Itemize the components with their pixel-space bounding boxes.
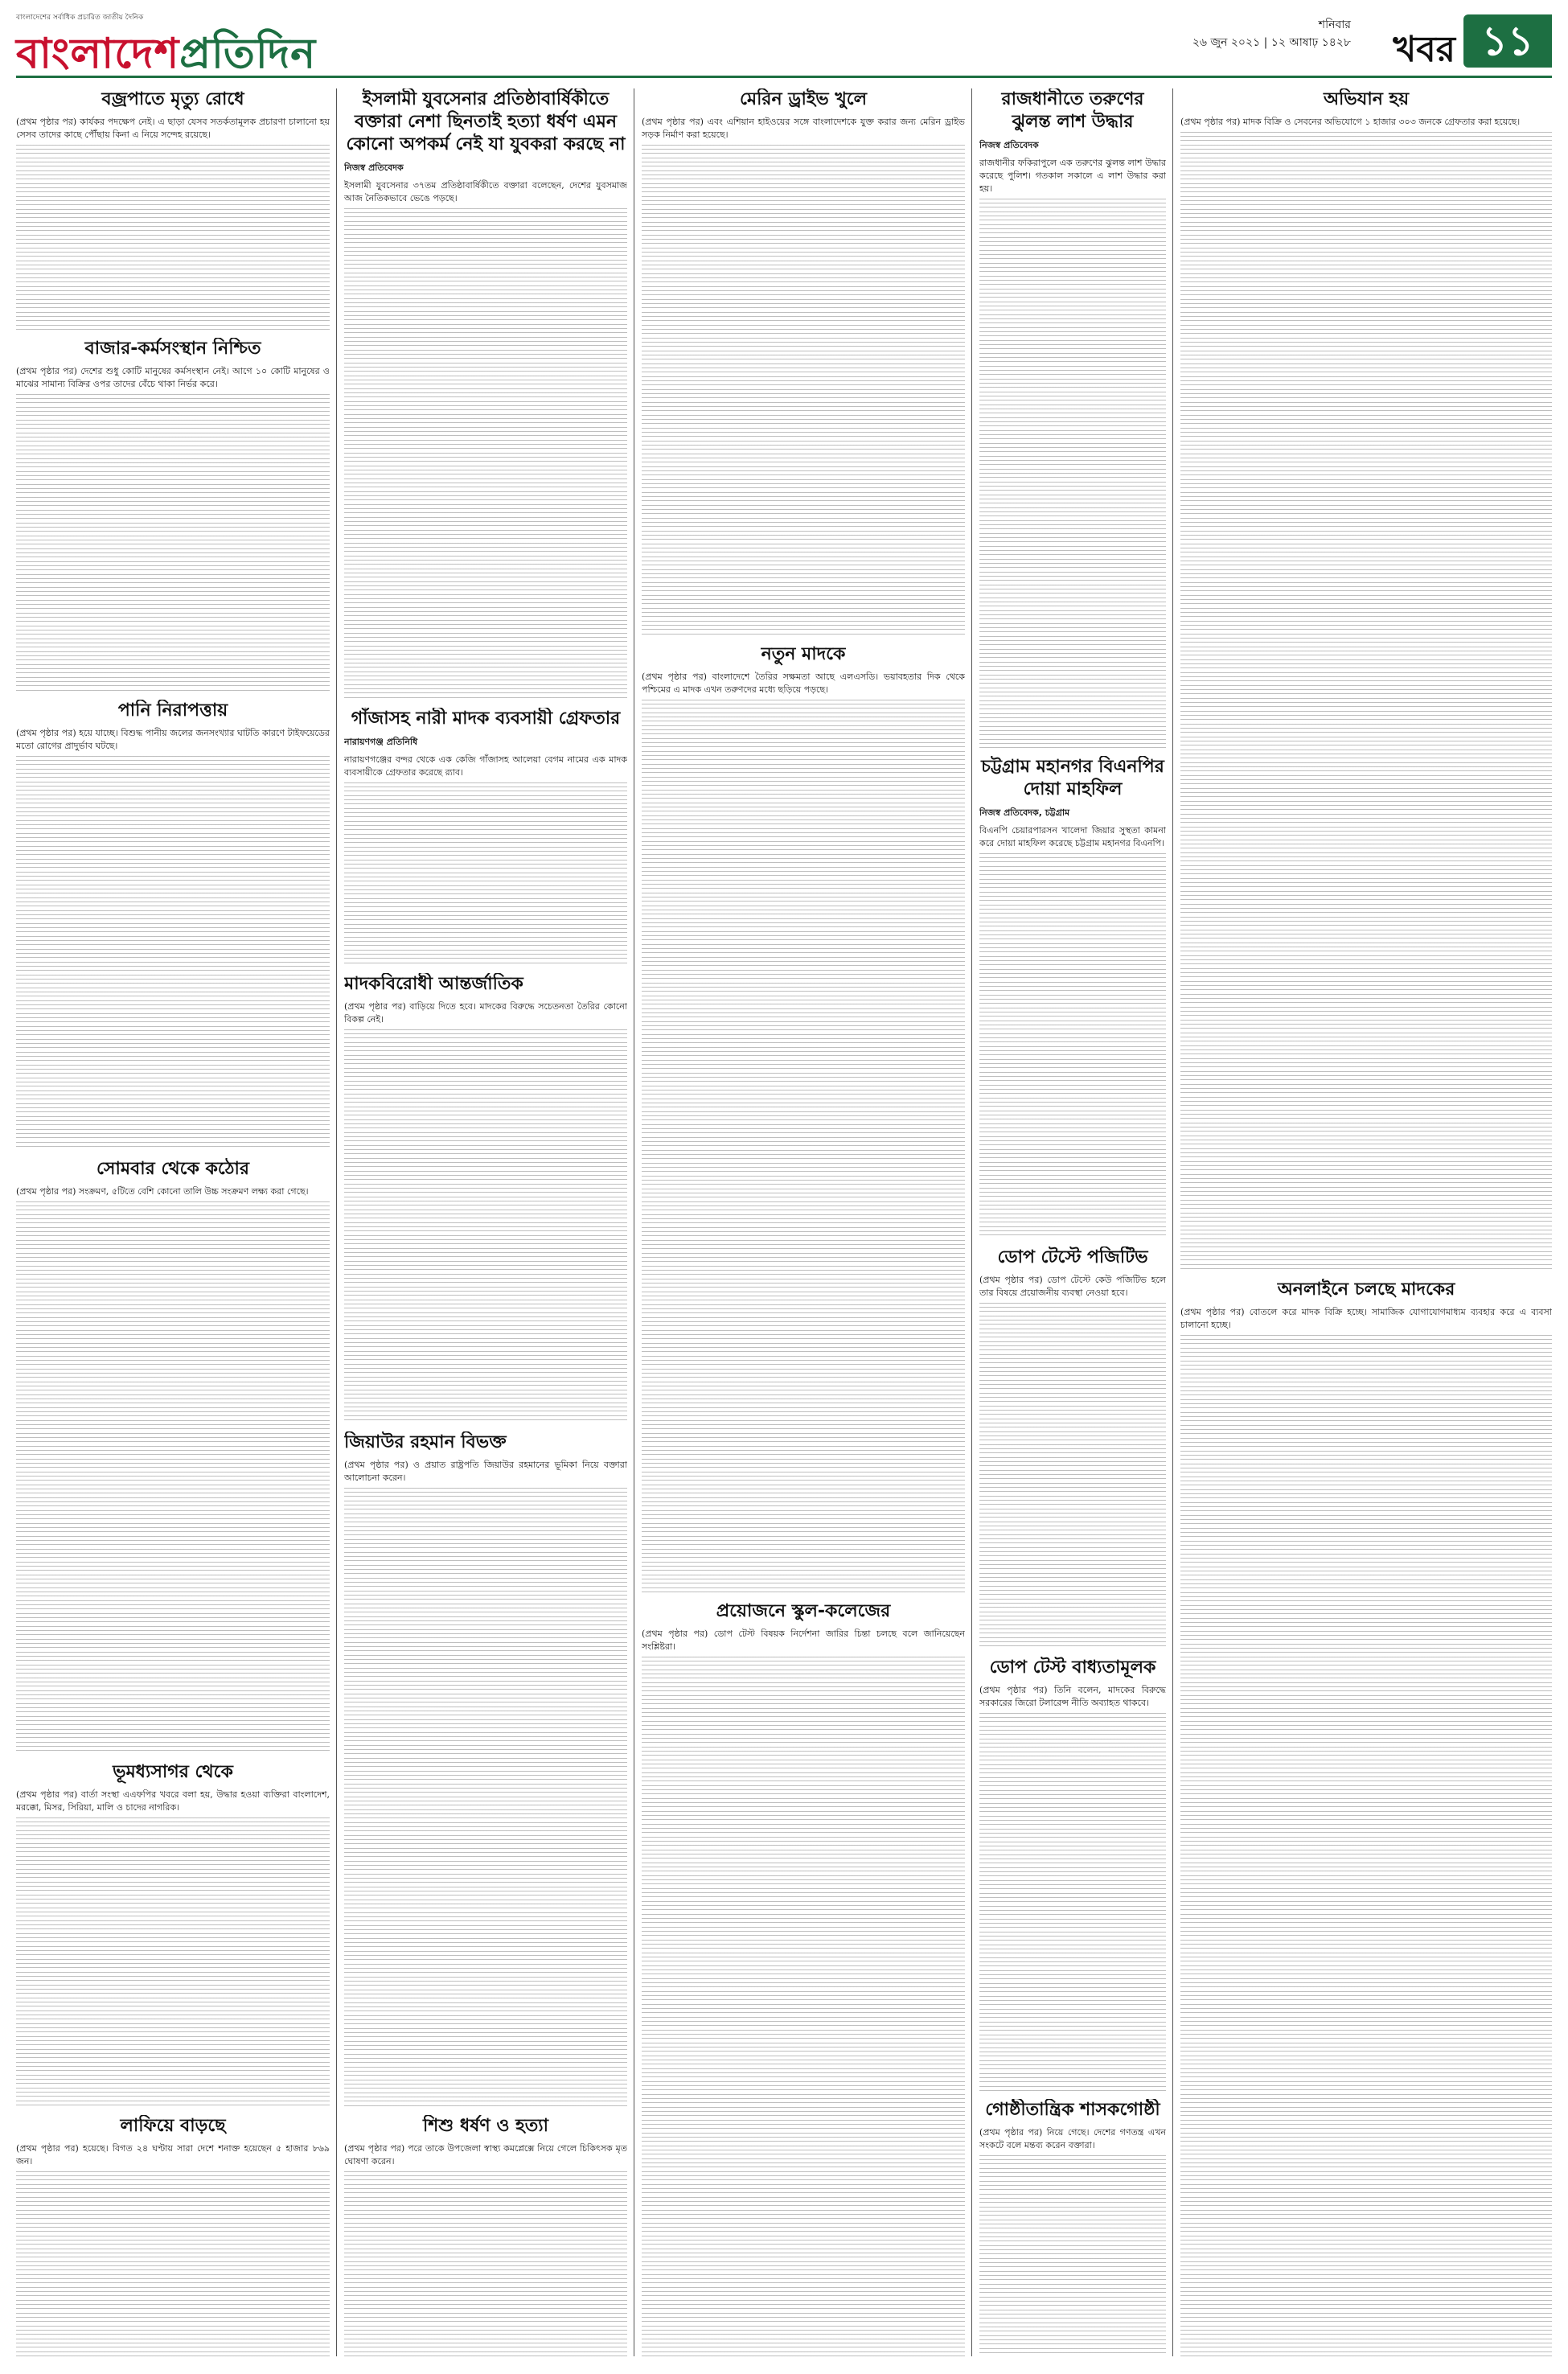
text-block (16, 394, 330, 692)
text-block (16, 1201, 330, 1753)
issue-date-text: ২৬ জুন ২০২১ | ১২ আষাঢ় ১৪২৮ (1192, 36, 1351, 49)
article-body: (প্রথম পৃষ্ঠার পর) পরে তাকে উপজেলা স্বাস্থ্য কমপ্লেক্সে নিয়ে গেলে চিকিৎসক মৃত ঘোষণা করেন। (344, 2143, 627, 2167)
text-block (979, 1713, 1166, 2091)
headline: ভূমধ্যসাগর থেকে (113, 1762, 233, 1782)
article-body: (প্রথম পৃষ্ঠার পর) মাদক বিক্রি ও সেবনের অভিযোগে ১ হাজার ৩০৩ জনকে গ্রেফতার করা হয়েছে। (1180, 117, 1521, 127)
article-body: (প্রথম পৃষ্ঠার পর) বার্তা সংস্থা এএফপির খবরে বলা হয়, উদ্ধার হওয়া ব্যক্তিরা বাংলাদেশ, মরক্কো, মিসর, সিরিয়া, মালি ও চাদের নাগরিক। (16, 1789, 330, 1813)
masthead (16, 8, 1552, 78)
text-block (1180, 1335, 1552, 2356)
article-body: ইসলামী যুবসেনার ৩৭তম প্রতিষ্ঠাবার্ষিকীতে বক্তারা বলেছেন, দেশের যুবসমাজ আজ নৈতিকভাবে ভেঙে পড়ছে। (344, 180, 627, 203)
article-jhulonto-lash (979, 88, 1166, 748)
article-body: নারায়ণগঞ্জের বন্দর থেকে এক কেজি গাঁজাসহ আলেয়া বেগম নামের এক মাদক ব্যবসায়ীকে গ্রেফতার করেছে র‌্যাব। (344, 754, 627, 778)
text-block (16, 2171, 330, 2356)
article-somobar (16, 1158, 330, 1753)
article-ganja (344, 708, 627, 965)
newspaper-logo (16, 21, 316, 91)
article-body: (প্রথম পৃষ্ঠার পর) বোতলে করে মাদক বিক্রি হচ্ছে। সামাজিক যোগাযোগমাধ্যম ব্যবহার করে এ ব্যবসা চালানো হচ্ছে। (1180, 1307, 1552, 1330)
headline: পানি নিরাপত্তায় (117, 700, 228, 721)
article-body: (প্রথম পৃষ্ঠার পর) কার্যকর পদক্ষেপ নেই। এ ছাড়া যেসব সতর্কতামূলক প্রচারণা চালানো হয় সেসব তাদের কাছে পৌঁছায় কিনা এ নিয়ে সন্দেহ রয়েছে। (16, 117, 330, 140)
article-pani (16, 700, 330, 1150)
headline: মাদকবিরোধী আন্তর্জাতিক (344, 974, 523, 994)
article-madokbirodhi (344, 973, 627, 1423)
headline: লাফিয়ে বাড়ছে (120, 2116, 226, 2136)
text-block (642, 145, 965, 635)
article-body: (প্রথম পৃষ্ঠার পর) ডোপ টেস্ট বিষয়ক নির্দেশনা জারির চিন্তা চলছে বলে জানিয়েছেন সংশ্লিষ্টরা। (642, 1629, 965, 1652)
article-body: (প্রথম পৃষ্ঠার পর) এবং এশিয়ান হাইওয়ের সঙ্গে বাংলাদেশকে যুক্ত করার জন্য মেরিন ড্রাইভ সড়ক নির্মাণ করা হয়েছে। (642, 117, 965, 140)
article-lafiye (16, 2115, 330, 2356)
logo-main: বাংলাদেশ (16, 29, 180, 78)
headline: বজ্রপাতে মৃত্যু রোধে (101, 89, 244, 109)
headline: জিয়াউর রহমান বিভক্ত (344, 1432, 507, 1452)
article-bajrapat (16, 88, 330, 330)
article-shishu (344, 2115, 627, 2356)
article-dope-positive (979, 1247, 1166, 1649)
article-body: (প্রথম পৃষ্ঠার পর) বাড়িয়ে দিতে হবে। মাদকের বিরুদ্ধে সচেতনতা তৈরির কোনো বিকল্প নেই। (344, 1001, 627, 1025)
article-ziaur (344, 1431, 627, 2107)
text-block (344, 208, 627, 700)
column-rule (336, 88, 337, 2356)
article-ovijan (1180, 88, 1552, 1271)
text-block (979, 1303, 1166, 1649)
text-block (979, 199, 1166, 748)
headline: ডোপ টেস্টে পজিটিভ (997, 1247, 1148, 1267)
page-number: ১১ (1463, 14, 1552, 68)
article-body: (প্রথম পৃষ্ঠার পর) হয়ে যাচ্ছে। বিশুদ্ধ পানীয় জলের জনসংখ্যার ঘাটতি কারণে টাইফয়েডের মতো রোগের প্রাদুর্ভাব ঘটছে। (16, 728, 330, 751)
text-block (16, 756, 330, 1150)
text-block (344, 1488, 627, 2107)
headline: বাজার-কর্মসংস্থান নিশ্চিত (84, 339, 261, 359)
headline: অভিযান হয় (1323, 89, 1410, 109)
text-block (16, 145, 330, 330)
article-body: রাজধানীর ফকিরাপুলে এক তরুণের ঝুলন্ত লাশ উদ্ধার করেছে পুলিশ। গতকাল সকালে এ লাশ উদ্ধার করা হয়। (979, 158, 1166, 194)
article-goshthi (979, 2099, 1166, 2356)
headline: প্রয়োজনে স্কুল-কলেজের (716, 1601, 891, 1621)
text-block (344, 782, 627, 965)
article-body: (প্রথম পৃষ্ঠার পর) দেশের শুধু কোটি মানুষের কর্মসংস্থান নেই। আগে ১০ কোটি মানুষের ও মাঝের সামান্য বিক্রির ওপর তাদের বেঁচে থাকা নির্ভর করে। (16, 366, 330, 389)
masthead-tagline: বাংলাদেশের সর্বাধিক প্রচারিত জাতীয় দৈনিক (16, 14, 144, 22)
article-notun-madok (642, 643, 965, 1592)
column-rule (971, 88, 972, 2356)
text-block (344, 1029, 627, 1423)
article-body: (প্রথম পৃষ্ঠার পর) সংক্রমণ, ৫টিতে বেশি কোনো তালি উচ্চ সংক্রমণ লক্ষ্য করা গেছে। (16, 1186, 309, 1197)
byline: নিজস্ব প্রতিবেদক, চট্টগ্রাম (979, 807, 1070, 818)
text-block (642, 1657, 965, 2356)
article-jubosena (344, 88, 627, 700)
headline: গোষ্ঠীতান্ত্রিক শাসকগোষ্ঠী (985, 2100, 1160, 2120)
headline: ইসলামী যুবসেনার প্রতিষ্ঠাবার্ষিকীতে বক্তারা নেশা ছিনতাই হত্যা ধর্ষণ এমন কোনো অপকর্ম নেই যা যুবকরা করছে না (346, 89, 626, 154)
text-block (1180, 132, 1552, 1271)
text-block (642, 700, 965, 1592)
issue-date (1192, 16, 1351, 51)
text-block (979, 2155, 1166, 2356)
headline: ডোপ টেস্ট বাধ্যতামূলক (989, 1657, 1156, 1678)
article-body: (প্রথম পৃষ্ঠার পর) ডোপ টেস্টে কেউ পজিটিভ হলে তার বিষয়ে প্রয়োজনীয় ব্যবস্থা নেওয়া হবে। (979, 1275, 1166, 1298)
headline: শিশু ধর্ষণ ও হত্যা (422, 2116, 548, 2136)
article-body: (প্রথম পৃষ্ঠার পর) তিনি বলেন, মাদকের বিরুদ্ধে সরকারের জিরো টলারেন্স নীতি অব্যাহত থাকবে। (979, 1685, 1166, 1708)
text-block (16, 1817, 330, 2107)
article-bnp-doa (979, 756, 1166, 1238)
byline: নিজস্ব প্রতিবেদক (979, 140, 1039, 150)
article-dope-mandatory (979, 1657, 1166, 2091)
headline: অনলাইনে চলছে মাদকের (1277, 1279, 1455, 1300)
headline: রাজধানীতে তরুণের ঝুলন্ত লাশ উদ্ধার (1001, 89, 1144, 132)
headline: নতুন মাদকে (761, 644, 846, 664)
logo-accent: প্রতিদিন (179, 29, 317, 78)
article-body: (প্রথম পৃষ্ঠার পর) হয়েছে। বিগত ২৪ ঘণ্টায় সারা দেশে শনাক্ত হয়েছেন ৫ হাজার ৮৬৯ জন। (16, 2143, 330, 2167)
article-bhumoddhosagar (16, 1761, 330, 2107)
section-label: খবর (1393, 29, 1455, 70)
article-marine-drive (642, 88, 965, 635)
article-body: (প্রথম পৃষ্ঠার পর) বাংলাদেশে তৈরির সক্ষমতা আছে এলএসডি। ভয়াবহতার দিক থেকে পশ্চিমের এ মাদক এখন তরুণদের মধ্যে ছড়িয়ে পড়ছে। (642, 672, 965, 695)
column-rule (1172, 88, 1173, 2356)
article-body: (প্রথম পৃষ্ঠার পর) ও প্রয়াত রাষ্ট্রপতি জিয়াউর রহমানের ভূমিকা নিয়ে বক্তারা আলোচনা করেন। (344, 1460, 627, 1483)
article-body: বিএনপি চেয়ারপারসন খালেদা জিয়ার সুস্থতা কামনা করে দোয়া মাহফিল করেছে চট্টগ্রাম মহানগর বিএনপি। (979, 825, 1166, 848)
issue-weekday: শনিবার (1318, 18, 1351, 31)
article-body: (প্রথম পৃষ্ঠার পর) নিয়ে গেছে। দেশের গণতন্ত্র এখন সংকটে বলে মন্তব্য করেন বক্তারা। (979, 2127, 1166, 2150)
text-block (344, 2171, 627, 2356)
byline: নিজস্ব প্রতিবেদক (344, 162, 404, 173)
byline: নারায়ণগঞ্জ প্রতিনিধি (344, 737, 418, 747)
article-school-college (642, 1600, 965, 2356)
article-karmasangsthan (16, 338, 330, 692)
headline: চট্টগ্রাম মহানগর বিএনপির দোয়া মাহফিল (981, 757, 1164, 799)
headline: মেরিন ড্রাইভ খুলে (739, 89, 868, 109)
text-block (979, 853, 1166, 1238)
article-online-madok (1180, 1279, 1552, 2356)
headline: সোমবার থেকে কঠোর (96, 1159, 249, 1179)
headline: গাঁজাসহ নারী মাদক ব্যবসায়ী গ্রেফতার (351, 709, 621, 729)
